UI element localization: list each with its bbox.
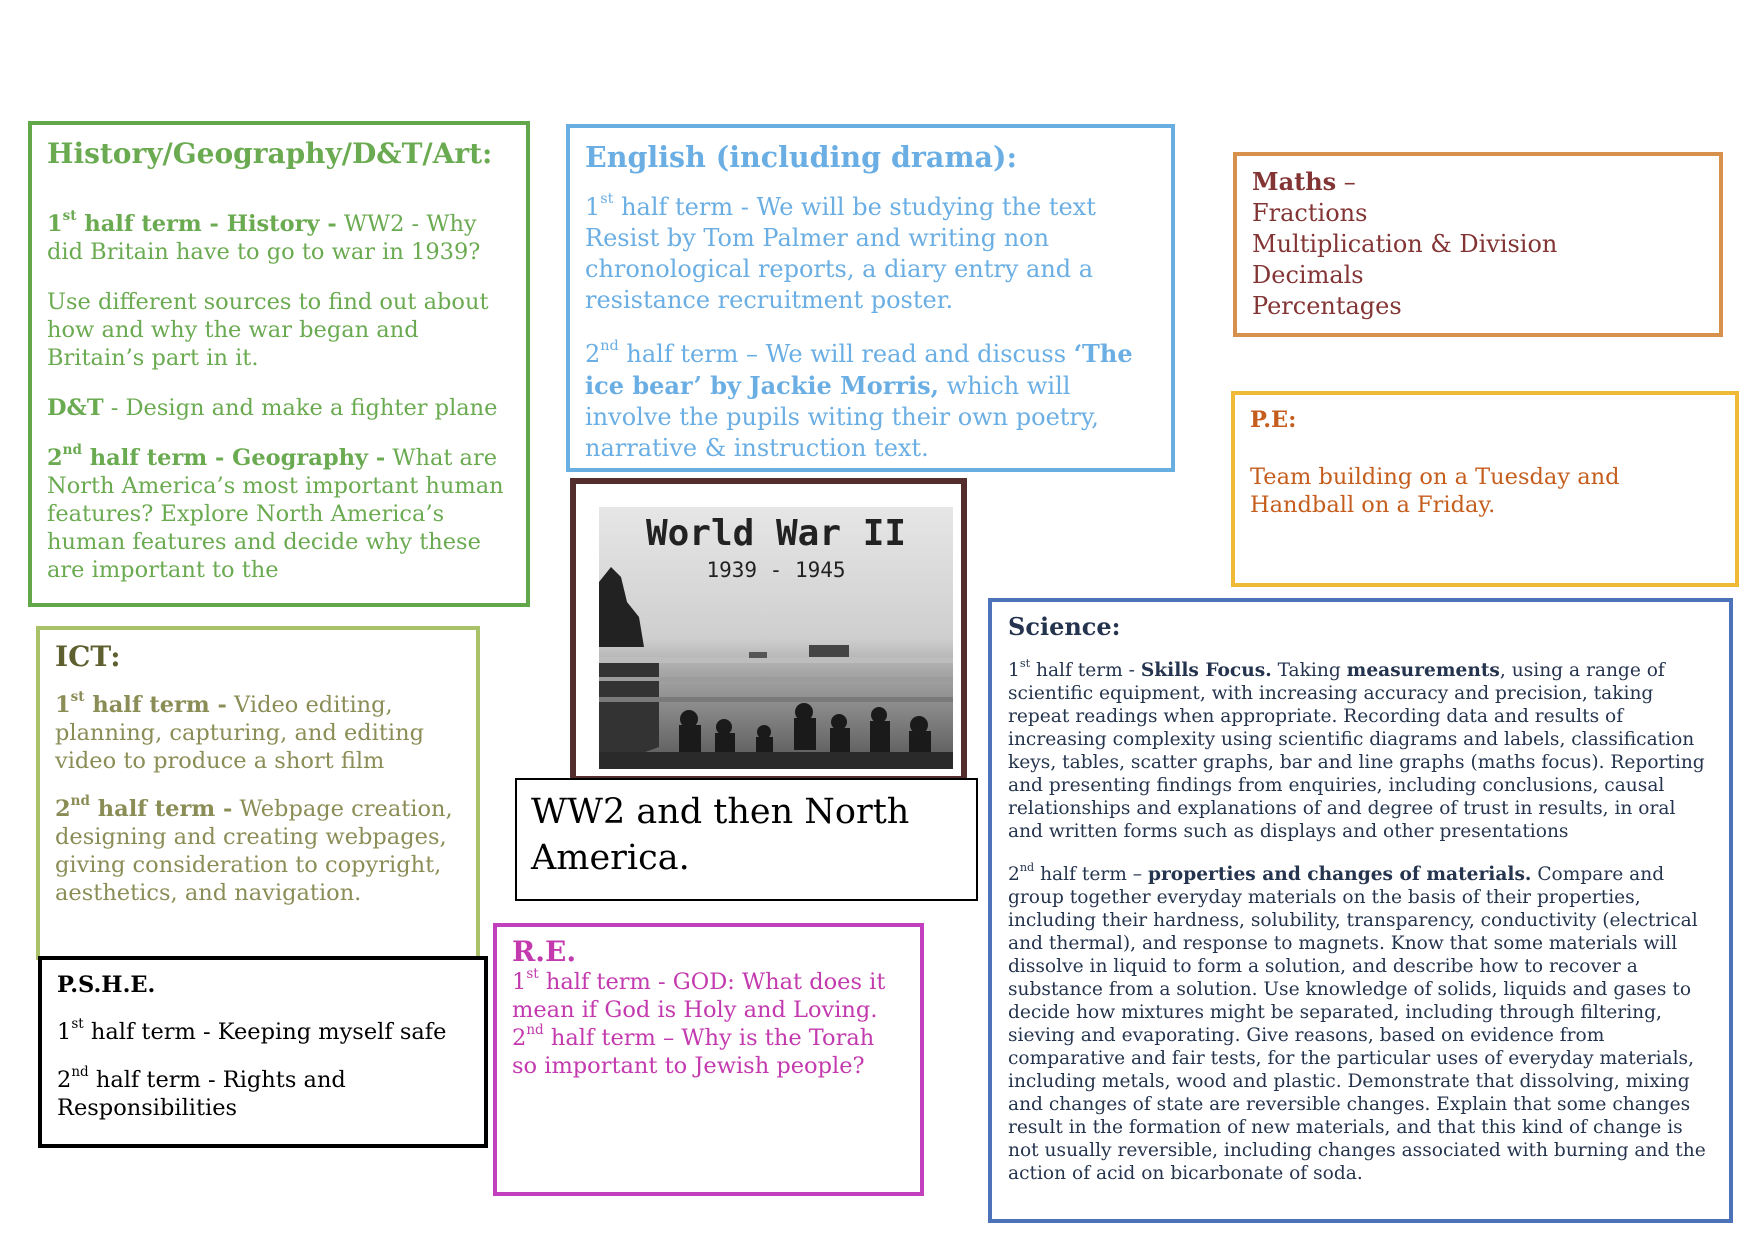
english-first-half: 1st half term - We will be studying the text Resist by Tom Palmer and writing non chronological reports, a diary entry and a resistance recruitment poster. [585, 191, 1096, 314]
pshe-title: P.S.H.E. [57, 972, 156, 998]
pe-box [1231, 391, 1739, 587]
topic-theme-box [515, 778, 978, 901]
geography-second-half: 2nd half term - Geography - What are North America’s most important human features? Explore North America’s human features and decide why these are important to the [47, 441, 504, 583]
ww2-image-frame [570, 478, 967, 782]
poster-years: 1939 - 1945 [706, 558, 846, 582]
ict-title: ICT: [55, 640, 121, 673]
maths-item-fractions: Fractions [1252, 199, 1368, 227]
re-second-half: 2nd half term – Why is the Torah so important to Jewish people? [512, 1021, 875, 1079]
dt-text: D&T - Design and make a fighter plane [47, 395, 498, 421]
history-sources-text: Use different sources to find out about how and why the war began and Britain’s part in it. [47, 289, 489, 371]
pe-text: Team building on a Tuesday and Handball on a Friday. [1250, 464, 1620, 518]
history-geography-box [28, 121, 530, 607]
history-first-half: 1st half term - History - WW2 - Why did Britain have to go to war in 1939? [47, 207, 481, 265]
science-box [988, 598, 1733, 1223]
ict-first-half: 1st half term - Video editing, planning, capturing, and editing video to produce a short film [55, 688, 424, 774]
science-title: Science: [1008, 612, 1121, 641]
english-box [566, 124, 1175, 472]
science-first-half: 1st half term - Skills Focus. Taking measurements, using a range of scientific equipment, with increasing accuracy and precision, taking repeat readings when appropriate. Recording data and results of increasing complexity using scientific diagrams and labels, classification keys, tables, scatter graphs, bar and line graphs (maths focus). Reporting and presenting findings from enquiries, including conclusions, causal relationships and explanations of and degree of trust in results, in oral and written forms such as displays and other presentations [1008, 656, 1705, 842]
poster-heading: World War II [645, 513, 907, 554]
maths-item-multiplication: Multiplication & Division [1252, 230, 1558, 258]
maths-item-percentages: Percentages [1252, 292, 1402, 320]
re-box [493, 923, 924, 1196]
topic-theme-text: WW2 and then North America. [531, 792, 910, 878]
history-title: History/Geography/D&T/Art: [47, 137, 493, 170]
pshe-second-half: 2nd half term - Rights and Responsibilities [57, 1063, 346, 1121]
re-title: R.E. [512, 935, 577, 968]
re-first-half: 1st half term - GOD: What does it mean if God is Holy and Loving. [512, 965, 886, 1023]
pshe-first-half: 1st half term - Keeping myself safe [57, 1015, 447, 1045]
maths-box [1233, 152, 1723, 337]
pe-title: P.E: [1250, 407, 1297, 433]
maths-title: Maths – [1252, 167, 1356, 196]
pshe-box [38, 956, 488, 1148]
english-title: English (including drama): [585, 140, 1018, 174]
science-second-half: 2nd half term – properties and changes of materials. Compare and group together everyday materials on the basis of their properties, including their hardness, solubility, transparency, conductivity (electrical and thermal), and response to magnets. Know that some materials will dissolve in liquid to form a solution, and describe how to recover a substance from a solution. Use knowledge of solids, liquids and gases to decide how mixtures might be separated, including through filtering, sieving and evaporating. Give reasons, based on evidence from comparative and fair tests, for the particular uses of everyday materials, including metals, wood and plastic. Demonstrate that dissolving, mixing and changes of state are reversible changes. Explain that some changes result in the formation of new materials, and that this kind of change is not usually reversible, including changes associated with burning and the action of acid on bicarbonate of soda. [1008, 860, 1706, 1184]
ict-box [36, 626, 480, 960]
maths-item-decimals: Decimals [1252, 261, 1364, 289]
ww2-poster-image [599, 507, 953, 769]
ict-second-half: 2nd half term - Webpage creation, designing and creating webpages, giving consideration to copyright, aesthetics, and navigation. [55, 792, 453, 906]
english-second-half: 2nd half term – We will read and discuss ‘The ice bear’ by Jackie Morris, which will involve the pupils witing their own poetry, narrative & instruction text. [585, 338, 1133, 462]
